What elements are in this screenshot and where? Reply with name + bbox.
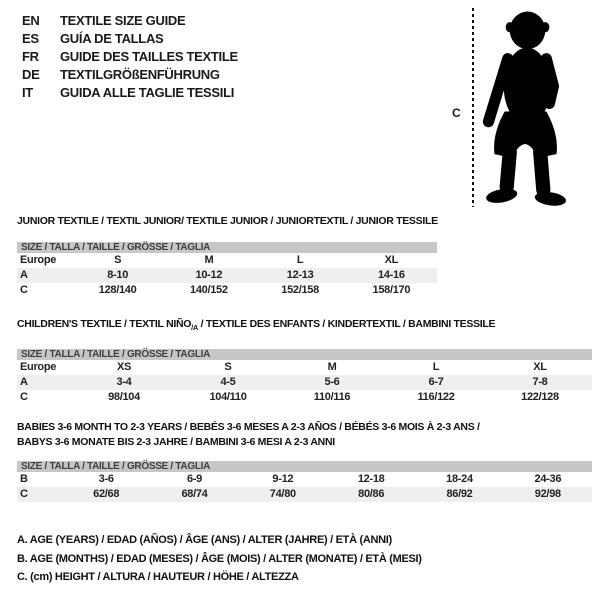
table-header-row: [17, 360, 592, 375]
babies-title-line1: BABIES 3-6 MONTH TO 2-3 YEARS / BEBÉS 3-6 MESES A 2-3 AÑOS / BÉBÉS 3-6 MOIS À 2-3 ANS /: [17, 421, 480, 433]
cell: 5-6: [324, 376, 340, 388]
cell: 128/140: [98, 284, 137, 296]
col-header-s: S: [114, 254, 122, 266]
cell: 122/128: [521, 391, 559, 403]
height-measure-label: C: [452, 106, 461, 120]
col-header-l: L: [296, 254, 304, 266]
row-label: B: [20, 473, 28, 485]
language-title-list: [22, 11, 238, 101]
cell: 6-7: [428, 376, 444, 388]
lang-title: GUIDA ALLE TAGLIE TESSILI: [60, 84, 235, 100]
legend-line-b: B. AGE (MONTHS) / EDAD (MESES) / ÂGE (MOIS) / ALTER (MONATE) / ETÀ (MESI): [17, 552, 422, 565]
junior-size-header-bar: SIZE / TALLA / TAILLE / GRÖSSE / TAGLIA: [17, 242, 437, 253]
table-row-height: [17, 283, 437, 298]
table-row-height: [17, 390, 592, 405]
lang-title: GUIDE DES TAILLES TEXTILE: [60, 48, 238, 64]
col-header-s: S: [224, 361, 232, 373]
cell: 4-5: [220, 376, 236, 388]
col-header-xs: XS: [116, 361, 132, 373]
lang-row-es: [22, 29, 238, 47]
lang-code: EN: [22, 12, 40, 28]
babies-title-line2: BABYS 3-6 MONATE BIS 2-3 JAHRE / BAMBINI 3-6 MESI A 2-3 ANNI: [17, 435, 335, 448]
row-label: C: [20, 284, 28, 296]
children-size-header-bar: SIZE / TALLA / TAILLE / GRÖSSE / TAGLIA: [17, 349, 592, 360]
lang-row-fr: [22, 47, 238, 65]
cell: 3-4: [116, 376, 132, 388]
cell: 12-18: [357, 473, 385, 485]
row-label: A: [20, 376, 28, 388]
table-row-months: [17, 472, 592, 487]
cell: 7-8: [532, 376, 548, 388]
lang-code: DE: [22, 66, 40, 82]
cell: 98/104: [108, 391, 140, 403]
measurement-legend: [17, 531, 422, 587]
lang-title: GUÍA DE TALLAS: [60, 30, 164, 46]
cell: 110/116: [313, 391, 351, 403]
cell: 68/74: [181, 488, 208, 500]
cell: 8-10: [107, 269, 129, 281]
cell: 158/170: [372, 284, 411, 296]
cell: 116/122: [417, 391, 455, 403]
col-header-m: M: [327, 361, 337, 373]
toddler-silhouette: [478, 10, 572, 208]
children-title-subscript: /A: [191, 323, 199, 333]
cell: 6-9: [186, 473, 202, 485]
lang-row-de: [22, 65, 238, 83]
cell: 104/110: [209, 391, 247, 403]
col-header-europe: Europe: [20, 361, 57, 373]
col-header-l: L: [432, 361, 440, 373]
row-label: A: [20, 269, 28, 281]
children-section-title: [17, 318, 495, 332]
cell: 14-16: [378, 269, 405, 281]
lang-row-en: [22, 11, 238, 29]
row-label: C: [20, 488, 28, 500]
junior-size-table: [17, 253, 437, 298]
cell: 10-12: [195, 269, 223, 281]
cell: 92/98: [534, 488, 561, 500]
row-label: C: [20, 391, 28, 403]
height-measure-dashed-line: [472, 8, 474, 207]
cell: 18-24: [446, 473, 473, 485]
lang-row-it: [22, 83, 238, 101]
legend-line-a: A. AGE (YEARS) / EDAD (AÑOS) / ÂGE (ANS) / ALTER (JAHRE) / ETÀ (ANNI): [17, 534, 392, 546]
babies-section-title: [17, 420, 480, 449]
cell: 12-13: [286, 269, 314, 281]
table-row-age: [17, 375, 592, 390]
legend-line-c: C. (cm) HEIGHT / ALTURA / HAUTEUR / HÖHE / ALTEZZA: [17, 571, 299, 583]
cell: 152/158: [281, 284, 319, 296]
children-size-table: [17, 360, 592, 405]
children-title-suffix: / TEXTILE DES ENFANTS / KINDERTEXTIL / BAMBINI TESSILE: [198, 318, 496, 330]
junior-section-title: JUNIOR TEXTILE / TEXTIL JUNIOR/ TEXTILE JUNIOR / JUNIORTEXTIL / JUNIOR TESSILE: [17, 215, 438, 227]
cell: 24-36: [534, 473, 562, 485]
lang-title: TEXTILE SIZE GUIDE: [60, 12, 186, 28]
cell: 80/86: [358, 488, 385, 500]
lang-code: FR: [22, 48, 39, 64]
lang-code: ES: [22, 30, 39, 46]
cell: 9-12: [272, 473, 294, 485]
table-row-age: [17, 268, 437, 283]
cell: 62/68: [93, 488, 120, 500]
cell: 86/92: [446, 488, 473, 500]
col-header-europe: Europe: [20, 254, 57, 266]
lang-title: TEXTILGRÖßENFÜHRUNG: [60, 66, 220, 82]
cell: 3-6: [98, 473, 114, 485]
table-header-row: [17, 253, 437, 268]
table-row-height: [17, 487, 592, 502]
lang-code: IT: [22, 84, 33, 100]
babies-size-header-bar: SIZE / TALLA / TAILLE / GRÖSSE / TAGLIA: [17, 461, 592, 472]
babies-size-table: [17, 472, 592, 502]
cell: 140/152: [190, 284, 228, 296]
col-header-xl: XL: [533, 361, 547, 373]
col-header-m: M: [204, 254, 214, 266]
cell: 74/80: [269, 488, 296, 500]
col-header-xl: XL: [384, 254, 399, 266]
children-title-prefix: CHILDREN'S TEXTILE / TEXTIL NIÑO: [17, 318, 192, 330]
